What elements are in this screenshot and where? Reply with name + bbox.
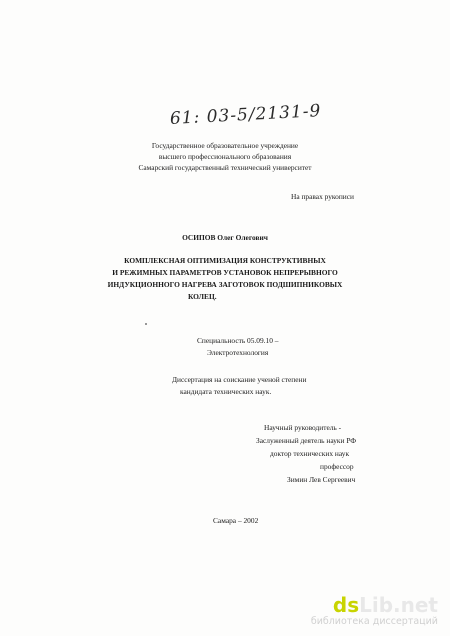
institution-line-3: Самарский государственный технический университет xyxy=(138,163,312,172)
institution-line-1: Государственное образовательное учреждение xyxy=(151,141,299,150)
institution-line-2: высшего профессионального образования xyxy=(158,152,292,161)
title-line-2: И РЕЖИМНЫХ ПАРАМЕТРОВ УСТАНОВОК НЕПРЕРЫВНОГО xyxy=(112,268,338,277)
advisor-line-5: Зимин Лев Сергеевич xyxy=(287,475,356,484)
advisor-line-1: Научный руководитель - xyxy=(264,423,342,432)
title-line-1: КОМПЛЕКСНАЯ ОПТИМИЗАЦИЯ КОНСТРУКТИВНЫХ xyxy=(124,256,326,265)
author-name: ОСИПОВ Олег Олегович xyxy=(182,233,268,242)
advisor-line-3: доктор технических наук xyxy=(270,449,350,458)
specialty-code: Специальность 05.09.10 – xyxy=(197,336,279,345)
title-line-4: КОЛЕЦ. xyxy=(188,292,217,301)
dslib-subtitle: библиотека диссертаций xyxy=(310,616,438,627)
dslib-logo: dsLib.net xyxy=(332,593,438,617)
manuscript-note: На правах рукописи xyxy=(291,192,354,201)
advisor-line-2: Заслуженный деятель науки РФ xyxy=(256,436,357,445)
title-line-3: ИНДУКЦИОННОГО НАГРЕВА ЗАГОТОВОК ПОДШИПНИКОВЫХ xyxy=(107,280,343,289)
advisor-line-4: профессор xyxy=(320,462,354,471)
scan-speck xyxy=(145,323,147,325)
handwritten-registration-code: 61: 03-5/2131-9 xyxy=(169,101,322,129)
degree-line-1: Диссертация на соискание ученой степени xyxy=(172,375,307,384)
place-year: Самара – 2002 xyxy=(213,516,259,525)
dslib-watermark xyxy=(311,594,438,628)
specialty-name: Электротехнология xyxy=(207,348,269,357)
degree-line-2: кандидата технических наук. xyxy=(180,387,272,396)
